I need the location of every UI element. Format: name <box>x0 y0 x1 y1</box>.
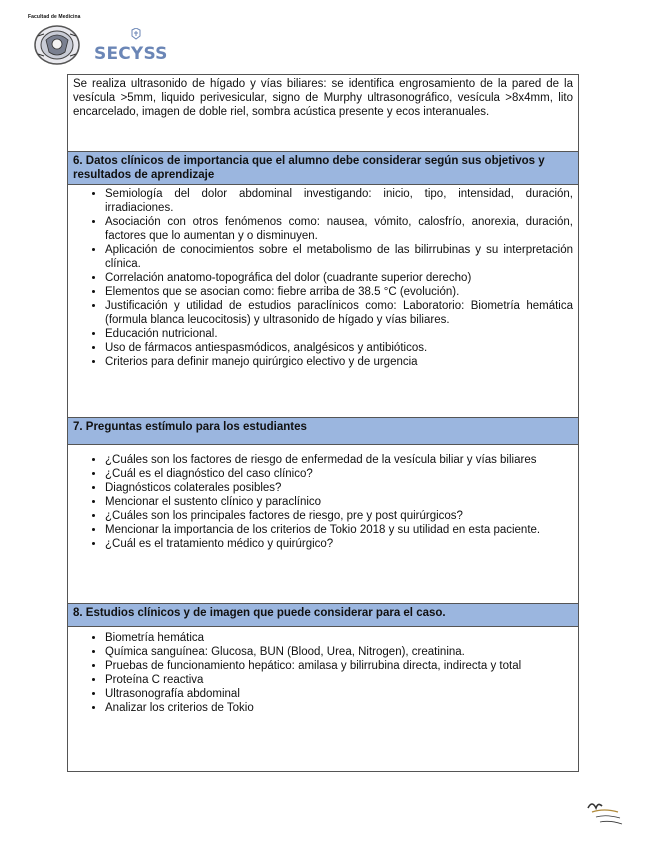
org-name: SECYSS <box>94 44 168 64</box>
list-item: • Elementos que se asocian como: fiebre arriba de 38.5 °C (evolución). <box>105 285 573 299</box>
content-table <box>67 74 579 772</box>
section-7-body <box>68 445 579 604</box>
list-item: • Educación nutricional. <box>105 327 573 341</box>
section-7-list <box>73 453 573 551</box>
university-seal-icon <box>32 22 82 66</box>
list-item: • Mencionar el sustento clínico y paraclínico <box>105 495 573 509</box>
list-item: • Mencionar la importancia de los criterios de Tokio 2018 y su utilidad en esta paciente. <box>105 523 573 537</box>
list-item: • Correlación anatomo-topográfica del dolor (cuadrante superior derecho) <box>105 271 573 285</box>
section-6-header-row <box>68 152 579 185</box>
section-8-body-row <box>68 627 579 772</box>
section-7-header-row <box>68 418 579 445</box>
list-item: • Analizar los criterios de Tokio <box>105 701 573 715</box>
section-7-body-row <box>68 445 579 604</box>
list-item: • Pruebas de funcionamiento hepático: amilasa y bilirrubina directa, indirecta y total <box>105 659 573 673</box>
section-8-header-row <box>68 604 579 627</box>
section-6-body-row <box>68 185 579 418</box>
list-item: • Ultrasonografía abdominal <box>105 687 573 701</box>
secyss-logo <box>94 28 174 68</box>
section-8-body <box>68 627 579 772</box>
list-item: • Justificación y utilidad de estudios paraclínicos como: Laboratorio: Biometría hemática (formula blanca leucocitosis) y ultrasonido de hígado y vías biliares. <box>105 299 573 327</box>
intro-text: Se realiza ultrasonido de hígado y vías biliares: se identifica engrosamiento de la pared de la vesícula >5mm, liquido perivesicular, signo de Murphy ultrasonográfico, vesícula >8x4mm, lito encarcelado, imagen de doble riel, sombra acústica presente y ecos interanuales. <box>68 75 579 152</box>
list-item: • Diagnósticos colaterales posibles? <box>105 481 573 495</box>
list-item: • Biometría hemática <box>105 631 573 645</box>
secyss-logo-icon <box>94 28 174 44</box>
page-header <box>28 14 328 70</box>
list-item: • ¿Cuál es el tratamiento médico y quirúrgico? <box>105 537 573 551</box>
list-item: • Aplicación de conocimientos sobre el metabolismo de las bilirrubinas y su interpretación clínica. <box>105 243 573 271</box>
section-6-title: 6. Datos clínicos de importancia que el alumno debe considerar según sus objetivos y resultados de aprendizaje <box>68 152 579 185</box>
list-item: • ¿Cuáles son los principales factores de riesgo, pre y post quirúrgicos? <box>105 509 573 523</box>
section-8-list <box>73 631 573 715</box>
list-item: • Uso de fármacos antiespasmódicos, analgésicos y antibióticos. <box>105 341 573 355</box>
section-8-title: 8. Estudios clínicos y de imagen que puede considerar para el caso. <box>68 604 579 627</box>
list-item: • Proteína C reactiva <box>105 673 573 687</box>
list-item: • ¿Cuál es el diagnóstico del caso clínico? <box>105 467 573 481</box>
list-item: • Semiología del dolor abdominal investigando: inicio, tipo, intensidad, duración, irradiaciones. <box>105 187 573 215</box>
list-item: • Criterios para definir manejo quirúrgico electivo y de urgencia <box>105 355 573 369</box>
intro-row <box>68 75 579 152</box>
section-6-body <box>68 185 579 418</box>
section-6-list <box>73 187 573 369</box>
faculty-label: Facultad de Medicina <box>28 14 81 20</box>
university-footer-logo-icon <box>584 798 624 828</box>
list-item: • Asociación con otros fenómenos como: nausea, vómito, calosfrío, anorexia, duración, factores que lo aumentan y o disminuyen. <box>105 215 573 243</box>
section-7-title: 7. Preguntas estímulo para los estudiantes <box>68 418 579 445</box>
list-item: • ¿Cuáles son los factores de riesgo de enfermedad de la vesícula biliar y vías biliares <box>105 453 573 467</box>
list-item: • Química sanguínea: Glucosa, BUN (Blood, Urea, Nitrogen), creatinina. <box>105 645 573 659</box>
